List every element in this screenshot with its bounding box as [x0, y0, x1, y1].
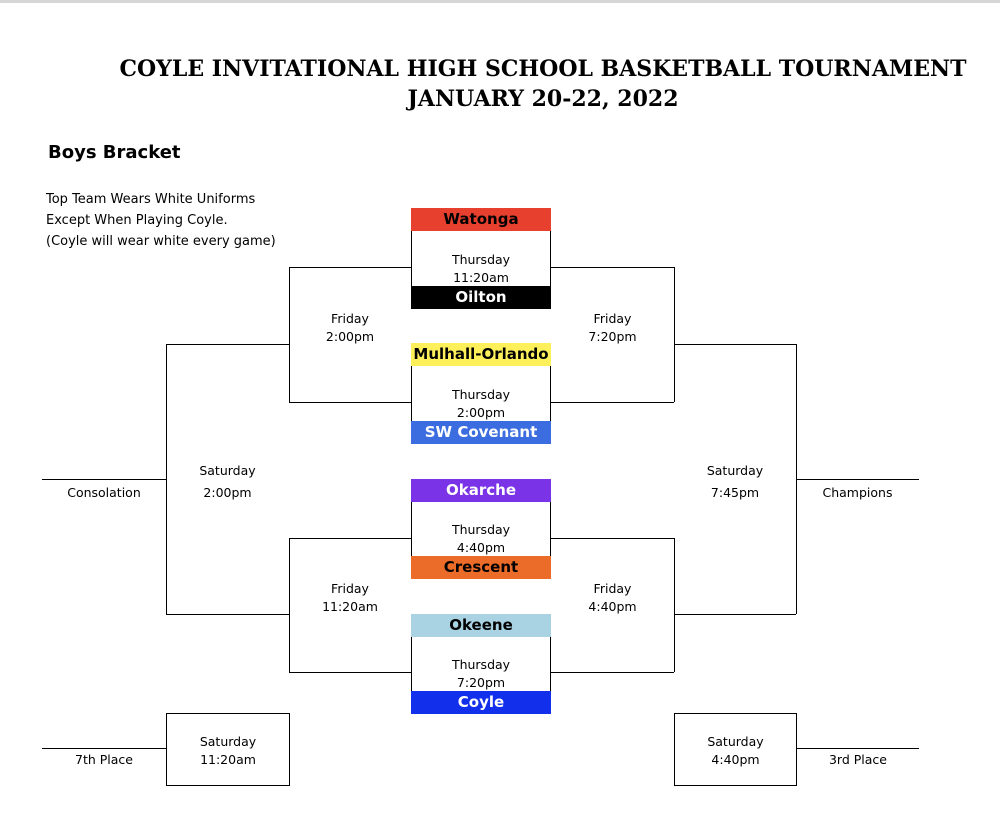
team-okarche: Okarche	[411, 479, 551, 502]
bracket-line	[551, 267, 674, 268]
game-4-time: 7:20pm	[456, 675, 506, 690]
bracket-line	[289, 538, 411, 539]
seventh-place-time: 11:20am	[200, 752, 256, 767]
game-3-time: 4:40pm	[456, 540, 506, 555]
championship-game-time: 7:45pm	[710, 485, 760, 500]
game-3-day: Thursday	[451, 522, 511, 537]
bracket-title: Boys Bracket	[48, 142, 181, 163]
bracket-line	[42, 748, 166, 749]
game-2-time: 2:00pm	[456, 405, 506, 420]
game-4-day: Thursday	[451, 657, 511, 672]
team-crescent: Crescent	[411, 556, 551, 579]
championship-game-day: Saturday	[706, 463, 764, 478]
third-place-day: Saturday	[707, 734, 764, 749]
bracket-line	[551, 538, 674, 539]
semi-left-top-time: 2:00pm	[325, 329, 375, 344]
semi-left-bottom-time: 11:20am	[322, 599, 378, 614]
semi-right-bottom-time: 4:40pm	[588, 599, 637, 614]
bracket-line	[674, 614, 796, 615]
page-date: JANUARY 20-22, 2022	[407, 86, 679, 112]
bracket-line	[166, 344, 289, 345]
seventh-place-label: 7th Place	[75, 752, 133, 767]
semi-left-bottom-day: Friday	[331, 581, 369, 596]
note-line-1: Top Team Wears White Uniforms	[46, 192, 256, 207]
team-coyle: Coyle	[411, 691, 551, 714]
bracket-line	[674, 267, 675, 402]
note-line-2: Except When Playing Coyle.	[46, 213, 228, 228]
team-sw-covenant: SW Covenant	[411, 421, 551, 444]
team-oilton: Oilton	[411, 286, 551, 309]
bracket-line	[674, 538, 675, 672]
semi-right-top-time: 7:20pm	[588, 329, 637, 344]
bracket-line	[551, 402, 674, 403]
bracket-line	[166, 614, 289, 615]
seventh-place-day: Saturday	[199, 734, 257, 749]
semi-right-bottom-day: Friday	[593, 581, 632, 596]
team-mulhall-orlando: Mulhall-Orlando	[411, 343, 551, 366]
bracket-line	[551, 672, 674, 673]
bracket-line	[289, 672, 411, 673]
consolation-game-day: Saturday	[199, 463, 256, 478]
consolation-game-time: 2:00pm	[203, 485, 252, 500]
game-1-time: 11:20am	[453, 270, 509, 285]
team-watonga: Watonga	[411, 208, 551, 231]
third-place-time: 4:40pm	[711, 752, 760, 767]
team-okeene: Okeene	[411, 614, 551, 637]
page-title: COYLE INVITATIONAL HIGH SCHOOL BASKETBALL TOURNAMENT	[119, 56, 967, 82]
consolation-label: Consolation	[67, 485, 141, 500]
note-line-3: (Coyle will wear white every game)	[46, 234, 276, 249]
bracket-line	[797, 748, 919, 749]
bracket-line	[42, 479, 166, 480]
semi-right-top-day: Friday	[593, 311, 632, 326]
bracket-line	[289, 267, 411, 268]
champions-label: Champions	[822, 485, 893, 500]
game-1-day: Thursday	[451, 252, 511, 267]
semi-left-top-day: Friday	[331, 311, 369, 326]
top-border	[0, 0, 1000, 3]
bracket-line	[674, 344, 796, 345]
bracket-line	[796, 479, 919, 480]
third-place-label: 3rd Place	[828, 752, 887, 767]
bracket-line	[289, 402, 411, 403]
game-2-day: Thursday	[451, 387, 511, 402]
